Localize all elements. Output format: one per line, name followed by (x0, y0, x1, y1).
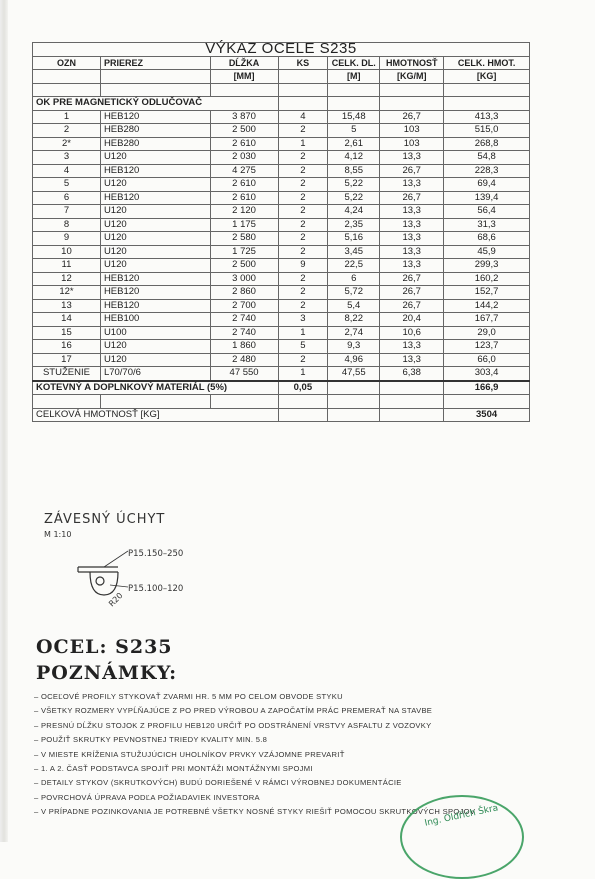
table-cell: 303,4 (444, 367, 530, 381)
table-cell: 12 (33, 272, 101, 286)
note-item: – V PRÍPADNE POZINKOVANIA JE POTREBNÉ VŠETKY NOSNÉ STYKY RIEŠIŤ POMOCOU SKRUTKOVÝCH SPOJOV (34, 805, 475, 819)
table-cell: 8,55 (328, 164, 380, 178)
table-cell: 2 (33, 124, 101, 138)
table-cell: 2 120 (210, 205, 278, 219)
table-cell: 26,7 (380, 110, 444, 124)
engineer-stamp (400, 795, 524, 879)
table-cell: 26,7 (380, 191, 444, 205)
table-cell: 4,12 (328, 151, 380, 165)
table-cell: U120 (100, 218, 210, 232)
total-row (33, 408, 530, 422)
note-item: – POVRCHOVÁ ÚPRAVA PODĽA POŽIADAVIEK INVESTORA (34, 791, 475, 805)
unit-cell (100, 70, 210, 84)
table-cell: 45,9 (444, 245, 530, 259)
profile-label-top: P15.150–250 (128, 549, 184, 559)
table-cell: 167,7 (444, 313, 530, 327)
table-cell: 2 (278, 191, 328, 205)
table-cell: 228,3 (444, 164, 530, 178)
table-cell: 29,0 (444, 326, 530, 340)
anchor-weight: 166,9 (444, 381, 530, 395)
table-cell: 13,3 (380, 245, 444, 259)
table-row (33, 164, 530, 178)
table-cell: 2 500 (210, 259, 278, 273)
table-cell: 2 860 (210, 286, 278, 300)
table-cell: 26,7 (380, 299, 444, 313)
detail-scale: M 1:10 (44, 530, 72, 539)
table-cell: 3 870 (210, 110, 278, 124)
table-row (33, 272, 530, 286)
total-value: 3504 (444, 408, 530, 422)
table-row (33, 191, 530, 205)
unit-cell (278, 70, 328, 84)
table-cell: 47,55 (328, 367, 380, 381)
table-row (33, 353, 530, 367)
anchor-material-row (33, 381, 530, 395)
table-cell: 7 (33, 205, 101, 219)
table-cell: 2 700 (210, 299, 278, 313)
table-cell: 11 (33, 259, 101, 273)
table-cell: 5,16 (328, 232, 380, 246)
table-row (33, 313, 530, 327)
table-cell: 5,22 (328, 178, 380, 192)
col-header-dlzka: DĹŽKA (210, 56, 278, 70)
table-cell: 5,72 (328, 286, 380, 300)
table-cell: 3 (278, 313, 328, 327)
unit-cell: [KG] (444, 70, 530, 84)
table-row (33, 232, 530, 246)
table-cell: U120 (100, 178, 210, 192)
table-cell: 268,8 (444, 137, 530, 151)
table-row (33, 124, 530, 138)
table-cell: 6 (33, 191, 101, 205)
table-cell: U120 (100, 245, 210, 259)
table-cell: 68,6 (444, 232, 530, 246)
table-cell: 152,7 (444, 286, 530, 300)
table-cell: 4 275 (210, 164, 278, 178)
table-cell: HEB120 (100, 110, 210, 124)
table-cell: 4,24 (328, 205, 380, 219)
table-cell: 2* (33, 137, 101, 151)
table-cell: 2 610 (210, 191, 278, 205)
notes-heading: POZNÁMKY: (36, 662, 178, 684)
table-title: VÝKAZ OCELE S235 (33, 43, 530, 57)
table-cell: 2,35 (328, 218, 380, 232)
table-cell: 22,5 (328, 259, 380, 273)
table-cell: 1 725 (210, 245, 278, 259)
table-cell: HEB280 (100, 124, 210, 138)
table-cell: 2 480 (210, 353, 278, 367)
table-cell: U120 (100, 151, 210, 165)
table-cell: 103 (380, 124, 444, 138)
table-cell: 6,38 (380, 367, 444, 381)
table-cell: U120 (100, 232, 210, 246)
table-cell: 2 (278, 205, 328, 219)
table-cell: 2 030 (210, 151, 278, 165)
table-cell: 299,3 (444, 259, 530, 273)
table-cell: 66,0 (444, 353, 530, 367)
table-cell: 123,7 (444, 340, 530, 354)
table-cell: 13,3 (380, 232, 444, 246)
stamp-text: Ing. Oldřich Škra (423, 803, 500, 829)
table-cell: 2 (278, 299, 328, 313)
table-cell: 13,3 (380, 340, 444, 354)
notes-list (34, 690, 475, 820)
table-cell: 31,3 (444, 218, 530, 232)
table-cell: 3 (33, 151, 101, 165)
table-row (33, 326, 530, 340)
table-cell: 3,45 (328, 245, 380, 259)
table-cell: 1 (278, 137, 328, 151)
table-cell: 16 (33, 340, 101, 354)
table-cell: 54,8 (444, 151, 530, 165)
col-header-hmotnost: HMOTNOSŤ (380, 56, 444, 70)
unit-cell: [MM] (210, 70, 278, 84)
col-header-celk-hmot: CELK. HMOT. (444, 56, 530, 70)
table-cell: 10,6 (380, 326, 444, 340)
table-cell: 2 (278, 232, 328, 246)
page-fold-shadow (0, 0, 8, 842)
table-cell: U100 (100, 326, 210, 340)
table-cell: 3 000 (210, 272, 278, 286)
table-cell: 47 550 (210, 367, 278, 381)
table-cell: 15,48 (328, 110, 380, 124)
table-row (33, 299, 530, 313)
table-cell: 1 860 (210, 340, 278, 354)
table-cell: 26,7 (380, 286, 444, 300)
note-item: – OCEĽOVÉ PROFILY STYKOVAŤ ZVARMI HR. 5 MM PO CELOM OBVODE STYKU (34, 690, 475, 704)
table-cell: 6 (328, 272, 380, 286)
table-cell: 2 740 (210, 313, 278, 327)
table-cell: 139,4 (444, 191, 530, 205)
table-cell: 2 740 (210, 326, 278, 340)
table-cell: HEB280 (100, 137, 210, 151)
table-cell: U120 (100, 340, 210, 354)
table-cell: 5,22 (328, 191, 380, 205)
table-cell: 17 (33, 353, 101, 367)
table-cell: 5 (328, 124, 380, 138)
table-cell: 5 (33, 178, 101, 192)
table-cell: 13,3 (380, 259, 444, 273)
anchor-ratio: 0,05 (278, 381, 328, 395)
anchor-label: KOTEVNÝ A DOPLNKOVÝ MATERIÁL (5%) (33, 381, 279, 395)
table-cell: 2 (278, 164, 328, 178)
table-cell: 2 (278, 353, 328, 367)
table-cell: 2 (278, 286, 328, 300)
col-header-ks: KS (278, 56, 328, 70)
col-header-prierez: PRIEREZ (100, 56, 210, 70)
table-row (33, 151, 530, 165)
table-cell: 13 (33, 299, 101, 313)
table-row (33, 245, 530, 259)
col-header-celk-dl: CELK. DL. (328, 56, 380, 70)
table-cell: 4 (33, 164, 101, 178)
unit-cell: [KG/M] (380, 70, 444, 84)
table-row (33, 137, 530, 151)
table-cell: 103 (380, 137, 444, 151)
table-cell: 2 (278, 272, 328, 286)
table-cell: 5,4 (328, 299, 380, 313)
table-cell: 13,3 (380, 353, 444, 367)
table-cell: 1 175 (210, 218, 278, 232)
table-cell: U120 (100, 259, 210, 273)
table-cell: 1 (33, 110, 101, 124)
table-cell: U120 (100, 353, 210, 367)
table-cell: 4 (278, 110, 328, 124)
table-cell: 2 (278, 151, 328, 165)
table-cell: 144,2 (444, 299, 530, 313)
table-cell: 56,4 (444, 205, 530, 219)
radius-label: R20 (107, 590, 125, 609)
table-cell: 2 500 (210, 124, 278, 138)
note-item: – PRESNÚ DĹŽKU STOJOK Z PROFILU HEB120 URČIŤ PO ODSTRÁNENÍ VRSTVY ASFALTU Z VOZOVKY (34, 719, 475, 733)
table-cell: 1 (278, 326, 328, 340)
note-item: – VŠETKY ROZMERY VYPĹŇAJÚCE Z PO PRED VÝROBOU A ZAPOČATÍM PRÁC PREMERAŤ NA STAVBE (34, 704, 475, 718)
table-cell: U120 (100, 205, 210, 219)
table-row (33, 178, 530, 192)
unit-row (33, 70, 530, 84)
table-row (33, 367, 530, 381)
table-cell: HEB120 (100, 164, 210, 178)
table-cell: 160,2 (444, 272, 530, 286)
table-cell: 1 (278, 367, 328, 381)
table-cell: 13,3 (380, 151, 444, 165)
table-row (33, 259, 530, 273)
table-cell: HEB120 (100, 191, 210, 205)
table-cell: 69,4 (444, 178, 530, 192)
table-cell: 8,22 (328, 313, 380, 327)
table-cell: 2 610 (210, 178, 278, 192)
note-item: – POUŽIŤ SKRUTKY PEVNOSTNEJ TRIEDY KVALITY MIN. 5.8 (34, 733, 475, 747)
table-cell: 9 (278, 259, 328, 273)
table-cell: 2 (278, 245, 328, 259)
table-cell: 2 (278, 178, 328, 192)
table-cell: 13,3 (380, 178, 444, 192)
table-row (33, 218, 530, 232)
table-cell: 2,74 (328, 326, 380, 340)
table-cell: 15 (33, 326, 101, 340)
table-row (33, 205, 530, 219)
detail-title: ZÁVESNÝ ÚCHYT (44, 512, 166, 527)
table-cell: 9 (33, 232, 101, 246)
profile-label-bottom: P15.100–120 (128, 584, 184, 594)
table-cell: 2 610 (210, 137, 278, 151)
table-cell: HEB120 (100, 286, 210, 300)
col-header-ozn: OZN (33, 56, 101, 70)
section-label: OK PRE MAGNETICKÝ ODLUČOVAČ (33, 97, 279, 111)
table-cell: STUŽENIE (33, 367, 101, 381)
table-cell: 5 (278, 340, 328, 354)
table-cell: HEB100 (100, 313, 210, 327)
table-cell: 2,61 (328, 137, 380, 151)
table-cell: 20,4 (380, 313, 444, 327)
table-cell: L70/70/6 (100, 367, 210, 381)
table-title-row (33, 43, 530, 57)
table-cell: 13,3 (380, 205, 444, 219)
table-cell: 413,3 (444, 110, 530, 124)
table-cell: 2 (278, 124, 328, 138)
table-cell: 26,7 (380, 164, 444, 178)
table-cell: 10 (33, 245, 101, 259)
header-row (33, 56, 530, 70)
table-row (33, 286, 530, 300)
table-cell: 26,7 (380, 272, 444, 286)
table-cell: 2 (278, 218, 328, 232)
table-cell: HEB120 (100, 299, 210, 313)
table-cell: 12* (33, 286, 101, 300)
table-cell: 9,3 (328, 340, 380, 354)
spacer-row (33, 83, 530, 97)
note-item: – V MIESTE KRÍŽENIA STUŽUJÚCICH UHOLNÍKOV PRVKY VZÁJOMNE PREVARIŤ (34, 748, 475, 762)
table-cell: 13,3 (380, 218, 444, 232)
table-row (33, 340, 530, 354)
table-cell: HEB120 (100, 272, 210, 286)
note-item: – 1. A 2. ČASŤ PODSTAVCA SPOJIŤ PRI MONTÁŽI MONTÁŽNYMI SPOJMI (34, 762, 475, 776)
table-cell: 4,96 (328, 353, 380, 367)
total-label: CELKOVÁ HMOTNOSŤ [KG] (33, 408, 279, 422)
unit-cell: [M] (328, 70, 380, 84)
spacer-row (33, 395, 530, 409)
steel-schedule-table (32, 42, 530, 422)
table-cell: 515,0 (444, 124, 530, 138)
table-cell: 8 (33, 218, 101, 232)
section-row (33, 97, 530, 111)
unit-cell (33, 70, 101, 84)
note-item: – DETAILY STYKOV (SKRUTKOVÝCH) BUDÚ DORIEŠENÉ V RÁMCI VÝROBNEJ DOKUMENTÁCIE (34, 776, 475, 790)
table-row (33, 110, 530, 124)
steel-grade-heading: OCEL: S235 (36, 636, 173, 658)
table-cell: 2 580 (210, 232, 278, 246)
table-cell: 14 (33, 313, 101, 327)
